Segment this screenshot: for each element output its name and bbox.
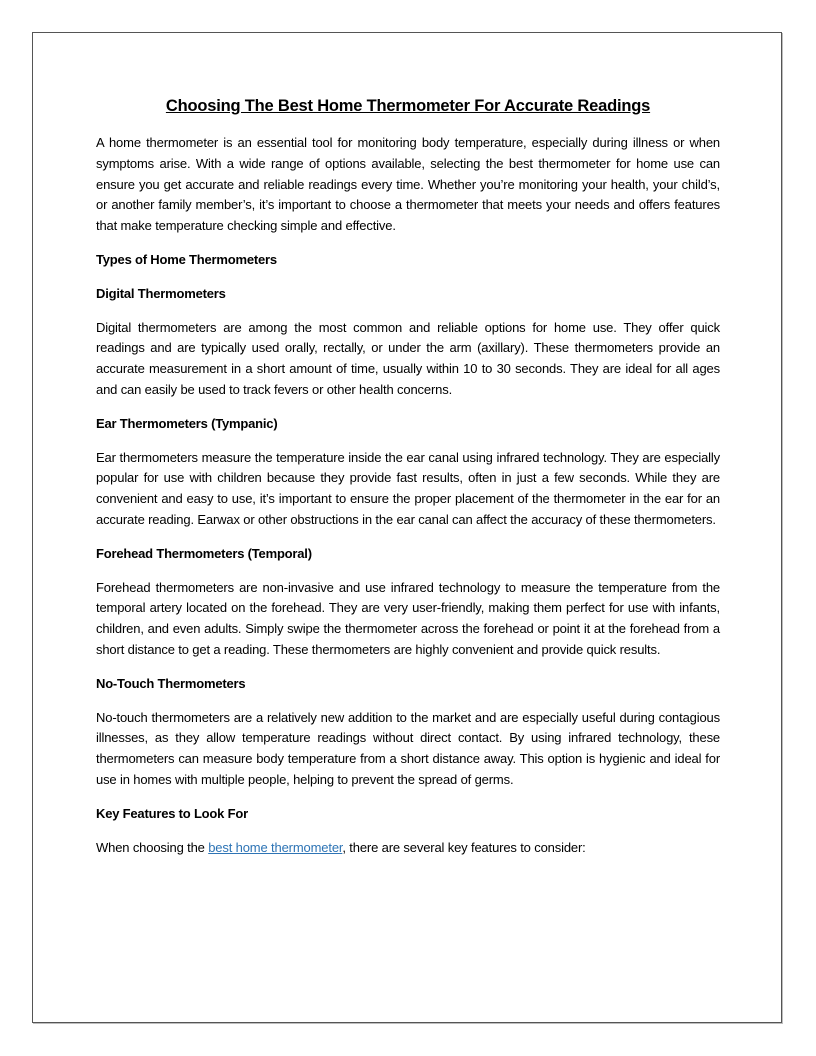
section-body-digital: Digital thermometers are among the most common and reliable options for home use. They offer quick readings and are typically used orally, rectally, or under the arm (axillary). These thermometers provide an accurate measurement in a short amount of time, usually within 10 to 30 seconds. They are ideal for all ages and can easily be used to track fevers or other health concerns. xyxy=(96,319,720,397)
features-intro-before: When choosing the xyxy=(96,839,209,855)
section-heading-forehead: Forehead Thermometers (Temporal) xyxy=(96,545,312,561)
features-intro-after: , there are several key features to consider: xyxy=(342,839,586,855)
document-title: Choosing The Best Home Thermometer For Accurate Readings xyxy=(165,97,651,115)
features-heading: Key Features to Look For xyxy=(96,805,248,821)
document-content xyxy=(96,95,720,871)
section-body-forehead: Forehead thermometers are non-invasive and use infrared technology to measure the temperature from the temporal artery located on the forehead. They are very user-friendly, making them perfect for use with infants, children, and even adults. Simply swipe the thermometer across the forehead or point it at the forehead from a short distance to get a reading. These thermometers are highly convenient and provide quick results. xyxy=(96,579,720,657)
intro-paragraph: A home thermometer is an essential tool for monitoring body temperature, especially during illness or when symptoms arise. With a wide range of options available, selecting the best thermometer for home use can ensure you get accurate and reliable readings every time. Whether you’re monitoring your health, your child’s, or another family member’s, it’s important to choose a thermometer that meets your needs and offers features that make temperature checking simple and effective. xyxy=(96,135,720,234)
best-home-thermometer-link[interactable]: best home thermometer xyxy=(208,839,343,855)
section-body-no-touch: No-touch thermometers are a relatively new addition to the market and are especially useful during contagious illnesses, as they allow temperature readings without direct contact. By using infrared technology, these thermometers can measure body temperature from a short distance away. This option is hygienic and ideal for use in homes with multiple people, helping to prevent the spread of germs. xyxy=(96,709,720,787)
features-intro xyxy=(96,838,720,859)
types-heading: Types of Home Thermometers xyxy=(96,251,277,267)
section-heading-digital: Digital Thermometers xyxy=(96,285,226,301)
section-heading-ear: Ear Thermometers (Tympanic) xyxy=(96,415,278,431)
section-heading-no-touch: No-Touch Thermometers xyxy=(96,675,246,691)
section-body-ear: Ear thermometers measure the temperature inside the ear canal using infrared technology. They are especially popular for use with children because they provide fast results, often in just a few seconds. While they are convenient and easy to use, it’s important to ensure the proper placement of the thermometer in the ear for an accurate reading. Earwax or other obstructions in the ear canal can affect the accuracy of these thermometers. xyxy=(96,449,720,527)
